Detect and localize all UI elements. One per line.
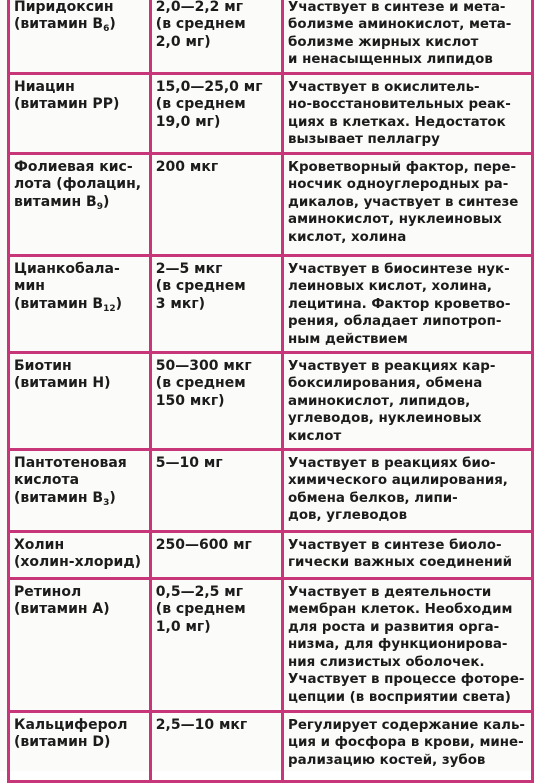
dose-cell: 2,5—10 мкг — [150, 712, 282, 782]
vitamin-name-cell: Фолиевая кис- лота (фолацин, витамин $B_9$) — [9, 154, 151, 256]
function-cell: Участвует в окислитель- но-восстановительных реак- циях в клетках. Недостаток вызывает пеллагру — [283, 74, 533, 154]
vitamin-name-cell: Ниацин (витамин PP) — [9, 74, 151, 154]
dose-cell: 2—5 мкг (в среднем 3 мкг) — [150, 256, 282, 353]
vitamin-name-cell: Пиридоксин (витамин $B_6$) — [9, 0, 151, 74]
dose-cell: 200 мкг — [150, 154, 282, 256]
function-cell: Участвует в реакциях кар- боксилирования, обмена аминокислот, липидов, углеводов, нуклеиновых кислот — [283, 353, 533, 450]
vitamin-name-cell: Пантотеновая кислота (витамин $B_3$) — [9, 450, 151, 532]
table-row — [9, 353, 533, 450]
dose-cell: 2,0—2,2 мг (в среднем 2,0 мг) — [150, 0, 282, 74]
vitamin-name-cell: Ретинол (витамин A) — [9, 579, 151, 712]
table-row — [9, 712, 533, 782]
table-row — [9, 450, 533, 532]
dose-cell: 5—10 мг — [150, 450, 282, 532]
dose-cell: 0,5—2,5 мг (в среднем 1,0 мг) — [150, 579, 282, 712]
table-row — [9, 579, 533, 712]
function-cell: Участвует в синтезе и мета- болизме аминокислот, мета- болизме жирных кислот и ненасыщенных липидов — [283, 0, 533, 74]
table-row — [9, 0, 533, 74]
table-row — [9, 74, 533, 154]
table-row — [9, 154, 533, 256]
vitamin-name-cell: Цианкобала- мин (витамин $B_{12}$) — [9, 256, 151, 353]
dose-cell: 50—300 мкг (в среднем 150 мкг) — [150, 353, 282, 450]
vitamin-name-cell: Биотин (витамин H) — [9, 353, 151, 450]
function-cell: Участвует в биосинтезе нук- леиновых кислот, холина, лецитина. Фактор кроветво- рения, обладает липотроп- ным действием — [283, 256, 533, 353]
table-row — [9, 256, 533, 353]
function-cell: Регулирует содержание каль- ция и фосфора в крови, мине- рализацию костей, зубов — [283, 712, 533, 782]
vitamin-table — [7, 0, 534, 783]
vitamin-name-cell: Кальциферол (витамин D) — [9, 712, 151, 782]
dose-cell: 250—600 мг — [150, 532, 282, 579]
function-cell: Кроветворный фактор, пере- носчик одноуглеродных ра- дикалов, участвует в синтезе аминокислот, нуклеиновых кислот, холина — [283, 154, 533, 256]
dose-cell: 15,0—25,0 мг (в среднем 19,0 мг) — [150, 74, 282, 154]
function-cell: Участвует в реакциях био- химического ацилирования, обмена белков, липи- дов, углеводов — [283, 450, 533, 532]
function-cell: Участвует в синтезе биоло- гически важных соединений — [283, 532, 533, 579]
function-cell: Участвует в деятельности мембран клеток. Необходим для роста и развития орга- низма, для функционирова- ния слизистых оболочек. Участвует в процессе фоторе- цепции (в восприятии света) — [283, 579, 533, 712]
vitamin-name-cell: Холин (холин-хлорид) — [9, 532, 151, 579]
table-row — [9, 532, 533, 579]
